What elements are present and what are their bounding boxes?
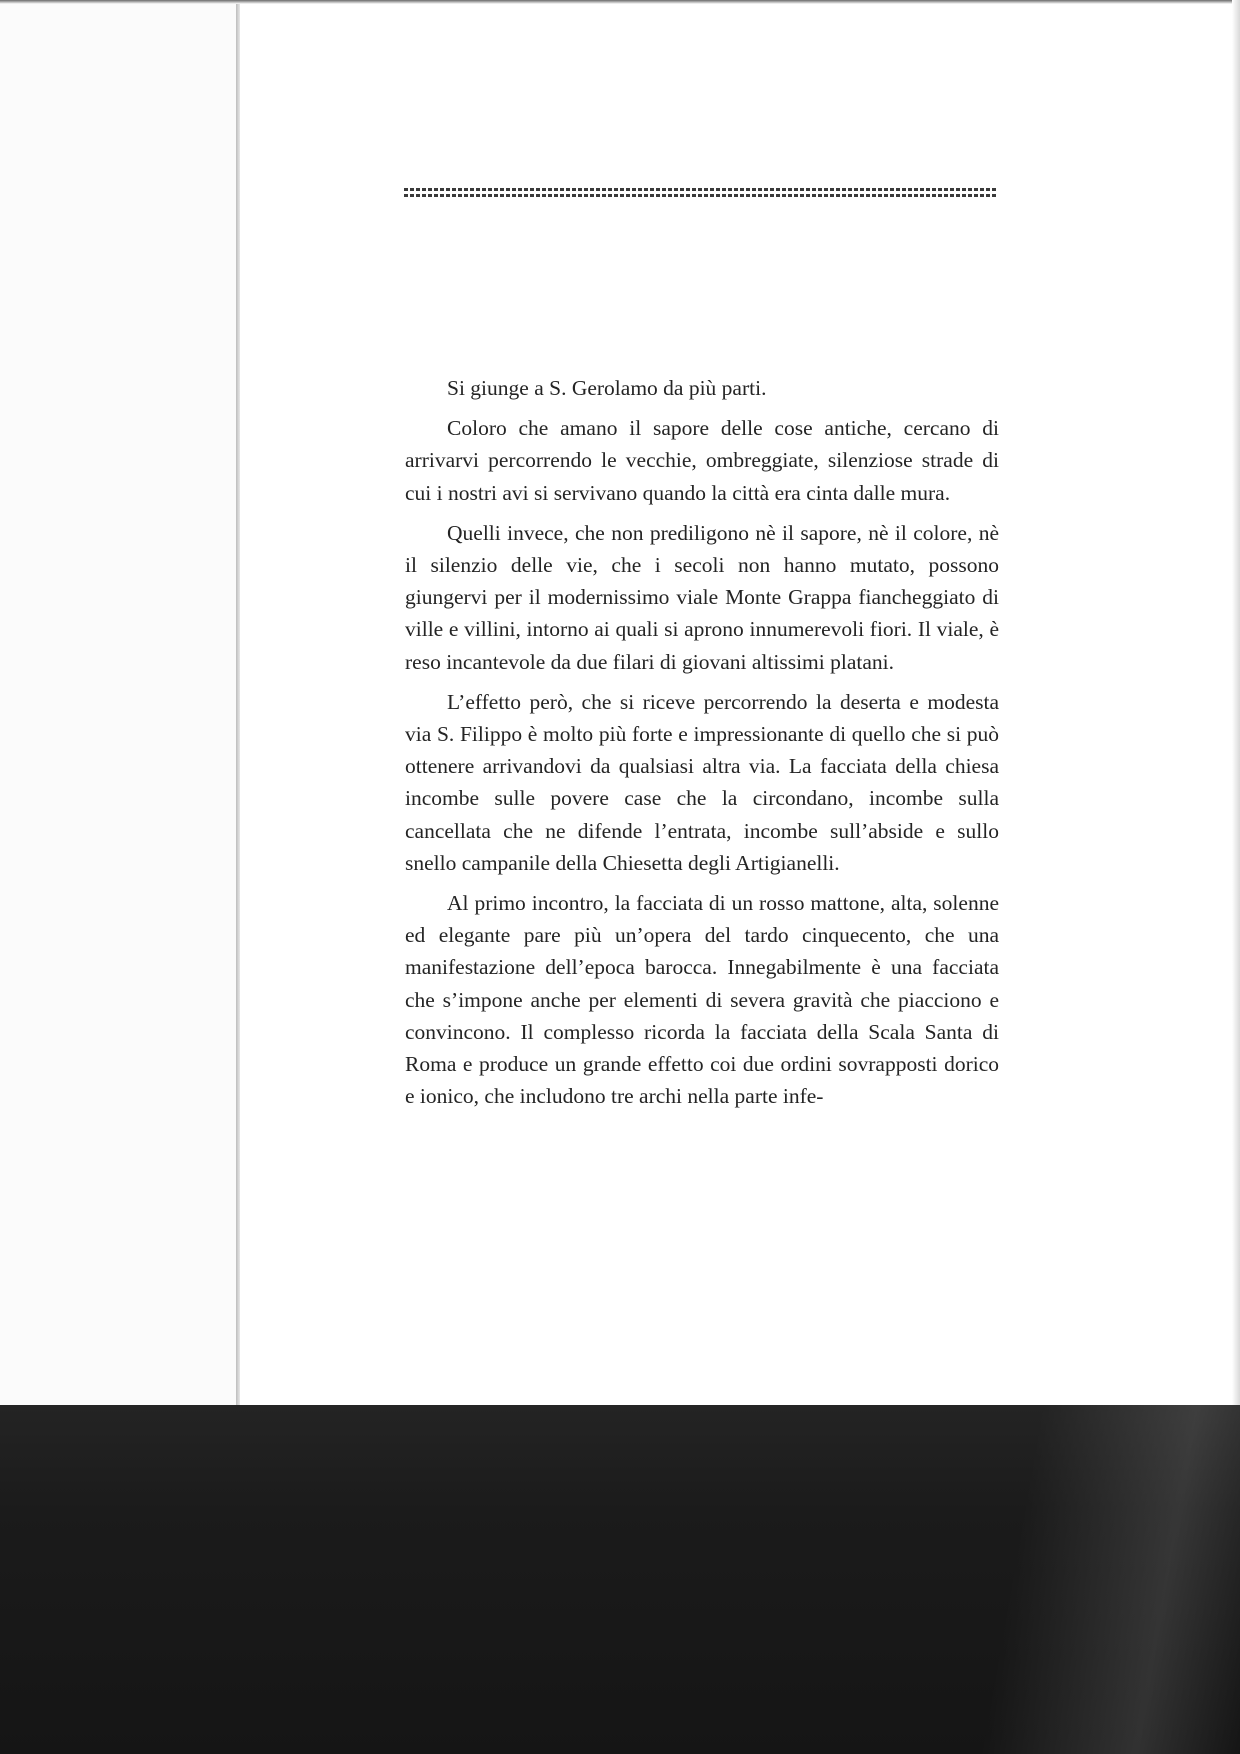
paragraph-5: Al primo incontro, la facciata di un rosso mattone, alta, solenne ed elegante pare più un’opera del tardo cinquecento, che una manifestazione dell’epoca barocca. Innegabilmente è una facciata che s’impone anche per elementi di severa gravità che piacciono e convincono. Il complesso ricorda la facciata della Scala Santa di Roma e produce un grande effetto coi due ordini sovrapposti dorico e ionico, che includono tre archi nella parte infe- — [405, 891, 999, 1109]
left-page-edge — [0, 0, 238, 1410]
paragraph-4: L’effetto però, che si riceve percorrendo la deserta e modesta via S. Filippo è molto più forte e impressionante di quello che si può ottenere arrivandovi da qualsiasi altra via. La facciata della chiesa incombe sulle povere case che la circondano, incombe sulla cancellata che ne difende l’entrata, incombe sull’abside e sullo snello campanile della Chiesetta degli Artigianelli. — [405, 689, 999, 875]
page-text — [405, 372, 999, 1120]
top-edge-shadow — [0, 0, 1240, 4]
paragraph-3: Quelli invece, che non prediligono nè il sapore, nè il colore, nè il silenzio delle vie, che i secoli non hanno mutato, possono giungervi per il modernissimo viale Monte Grappa fiancheggiato di ville e villini, intorno ai quali si aprono innumerevoli fiori. Il viale, è reso incantevole da due filari di giovani altissimi platani. — [405, 520, 999, 674]
ornament-row-bottom — [404, 194, 996, 197]
scanner-glare — [0, 1405, 1240, 1754]
ornamental-rule — [404, 188, 996, 200]
scanner-background — [0, 1405, 1240, 1754]
book-gutter — [236, 0, 240, 1412]
paragraph-2: Coloro che amano il sapore delle cose antiche, cercano di arrivarvi percorrendo le vecchie, ombreggiate, silenziose strade di cui i nostri avi si servivano quando la città era cinta dalle mura. — [405, 416, 999, 505]
ornament-row-top — [404, 188, 996, 191]
paragraph-1: Si giunge a S. Gerolamo da più parti. — [447, 376, 767, 400]
right-page-edge — [1232, 0, 1240, 1420]
